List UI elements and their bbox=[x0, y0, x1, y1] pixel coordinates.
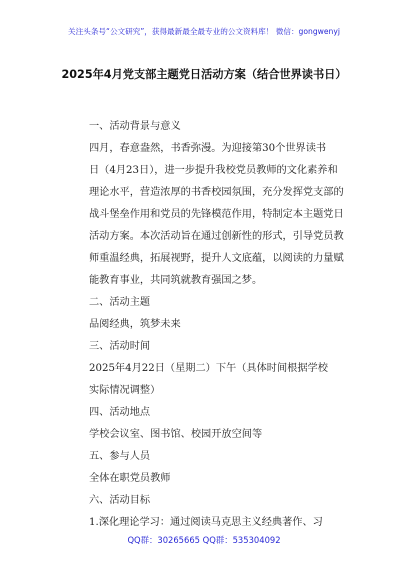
goal-item: 1.深化理论学习：通过阅读马克思主义经典著作、习 bbox=[89, 517, 323, 528]
section-heading-background: 一、活动背景与意义 bbox=[89, 121, 181, 132]
paragraph-line: 师重温经典，拓展视野，提升人文底蕴，以阅读的力量赋 bbox=[89, 253, 344, 264]
section-heading-goals: 六、活动目标 bbox=[89, 495, 151, 506]
paragraph-line: 四月，春意盎然，书香弥漫。为迎接第30个世界读书 bbox=[89, 143, 327, 154]
paragraph-line: 日（4月23日），进一步提升我校党员教师的文化素养和 bbox=[89, 165, 338, 176]
header-promo-note: 关注头条号“公文研究”，获得最新最全最专业的公文资料库！ 微信：gongwenyj bbox=[68, 27, 340, 36]
participants-text: 全体在职党员教师 bbox=[89, 473, 171, 484]
theme-text: 品阅经典，筑梦未来 bbox=[89, 319, 181, 330]
footer-qq-groups: QQ群：30265665 QQ群：535304092 bbox=[127, 535, 281, 545]
section-heading-theme: 二、活动主题 bbox=[89, 297, 151, 308]
time-line: 实际情况调整） bbox=[89, 385, 161, 396]
section-heading-participants: 五、参与人员 bbox=[89, 451, 151, 462]
paragraph-line: 理论水平，营造浓厚的书香校园氛围，充分发挥党支部的 bbox=[89, 187, 344, 198]
location-text: 学校会议室、图书馆、校园开放空间等 bbox=[89, 429, 263, 440]
section-heading-time: 三、活动时间 bbox=[89, 341, 151, 352]
paragraph-line: 能教育事业，共同筑就教育强国之梦。 bbox=[89, 275, 263, 286]
paragraph-line: 战斗堡垒作用和党员的先锋模范作用，特制定本主题党日 bbox=[89, 209, 344, 220]
section-heading-location: 四、活动地点 bbox=[89, 407, 151, 418]
paragraph-line: 活动方案。本次活动旨在通过创新性的形式，引导党员教 bbox=[89, 231, 344, 242]
time-line: 2025年4月22日（星期二）下午（具体时间根据学校 bbox=[89, 363, 328, 374]
document-title: 2025年4月党支部主题党日活动方案（结合世界读书日） bbox=[61, 68, 347, 81]
